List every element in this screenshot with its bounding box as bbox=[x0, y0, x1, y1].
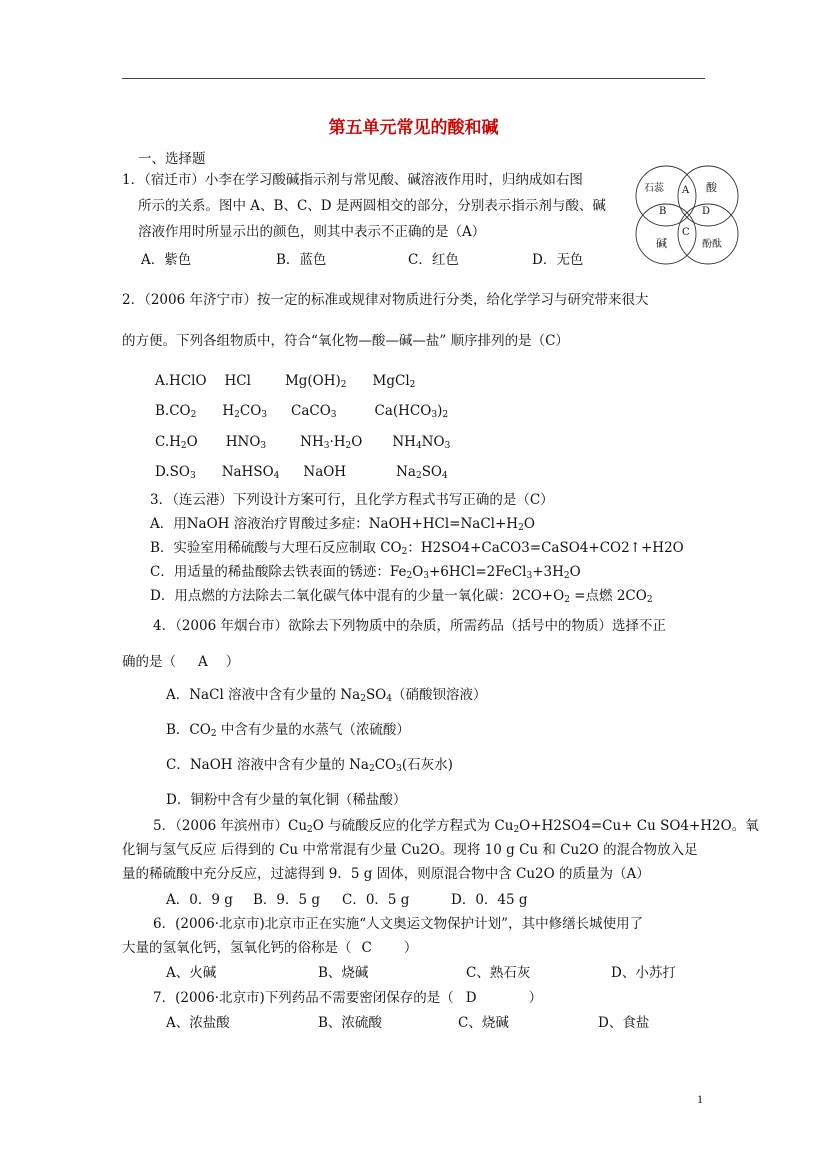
q3-stem: 3．（连云港）下列设计方案可行，且化学方程式书写正确的是（C） bbox=[150, 492, 554, 508]
q5-option-b: B．9．5 g bbox=[253, 892, 321, 908]
q1-option-b: B．蓝色 bbox=[276, 252, 327, 268]
q4-answer: A bbox=[198, 654, 208, 670]
q3-option-c: C．用适量的稀盐酸除去铁表面的锈迹：$Fe_2O_3+6HCl=2FeCl_3+3H_2O$ bbox=[150, 564, 581, 581]
q4-option-d: D．铜粉中含有少量的氧化铜（稀盐酸） bbox=[166, 792, 407, 808]
venn-diagram bbox=[632, 160, 742, 270]
q5-option-d: D．0．45 g bbox=[451, 892, 528, 908]
q4-option-c: C．NaOH 溶液中含有少量的 $Na_2CO_3$(石灰水) bbox=[166, 757, 453, 774]
q2-line2: 的方便。下列各组物质中，符合“氧化物—酸—碱—盐” 顺序排列的是（C） bbox=[122, 333, 569, 349]
q7-stem: 7．(2006·北京市)下列药品不需要密闭保存的是（ D ） bbox=[153, 990, 543, 1006]
q7-option-c: C、烧碱 bbox=[458, 1015, 509, 1031]
q2-option-c: $C.H_2O$ $HNO_3$ $NH_3\cdot H_2O$ $NH_4NO_3$ bbox=[155, 434, 451, 451]
q6-line1: 6．(2006·北京市)北京市正在实施“人文奥运文物保护计划”，其中修缮长城使用了 bbox=[153, 916, 644, 932]
venn-region-c: C bbox=[682, 227, 690, 238]
q6-option-b: B、烧碱 bbox=[318, 965, 369, 981]
circle-acid bbox=[678, 166, 738, 226]
q1-option-c: C．红色 bbox=[408, 252, 459, 268]
q2-option-a: A.HClO HCl $Mg(OH)_2$ MgCl$_2$ bbox=[155, 373, 416, 390]
venn-label-acid: 酸 bbox=[706, 181, 717, 194]
q4-line1: 4．（2006 年烟台市）欲除去下列物质中的杂质，所需药品（括号中的物质）选择不正 bbox=[153, 618, 666, 634]
q2-option-b: $B.CO_2$ $H_2CO_3$ CaCO$_3$ $Ca(HCO_3)_2$ bbox=[155, 403, 449, 420]
page-number: 1 bbox=[697, 1092, 703, 1106]
q5-option-c: C．0．5 g bbox=[342, 892, 410, 908]
venn-label-phenolphthalein: 酚酞 bbox=[702, 239, 722, 250]
q5-line2: 化铜与氢气反应 后得到的 Cu 中常常混有少量 Cu2O。现将 10 g Cu 和 Cu2O 的混合物放入足 bbox=[122, 842, 698, 858]
q7-option-a: A、浓盐酸 bbox=[166, 1015, 230, 1031]
q1-line2: 所示的关系。图中 A、B、C、D 是两圆相交的部分，分别表示指示剂与酸、碱 bbox=[138, 198, 606, 214]
q2-line1: 2．（2006 年济宁市）按一定的标准或规律对物质进行分类，给化学学习与研究带来很大 bbox=[122, 292, 649, 308]
q1-line3: 溶液作用时所显示出的颜色，则其中表示不正确的是（A） bbox=[138, 224, 486, 240]
q6-option-d: D、小苏打 bbox=[611, 965, 676, 981]
q7-answer: D bbox=[465, 990, 477, 1006]
q7-option-b: B、浓硫酸 bbox=[318, 1015, 382, 1031]
page-title: 第五单元常见的酸和碱 bbox=[328, 118, 499, 138]
q5-option-a: A．0．9 g bbox=[166, 892, 233, 908]
q1-option-a: A．紫色 bbox=[141, 252, 192, 268]
venn-region-a: A bbox=[682, 185, 690, 196]
venn-region-b: B bbox=[659, 206, 667, 217]
header-rule bbox=[122, 78, 705, 79]
venn-label-litmus: 石蕊 bbox=[644, 183, 664, 194]
q6-answer: C bbox=[361, 940, 372, 956]
venn-label-base: 碱 bbox=[656, 237, 667, 250]
q1-option-d: D．无色 bbox=[532, 252, 584, 268]
q6-line2: 大量的氢氧化钙，氢氧化钙的俗称是（ C ） bbox=[122, 940, 418, 956]
q7-option-d: D、食盐 bbox=[598, 1015, 650, 1031]
q6-option-c: C、熟石灰 bbox=[466, 965, 531, 981]
q4-line2: 确的是（ A ） bbox=[122, 654, 240, 670]
q2-option-d: $D.SO_3$ NaHSO$_4$ NaOH $Na_2SO_4$ bbox=[155, 464, 448, 481]
q3-option-a: A．用NaOH 溶液治疗胃酸过多症：$NaOH+HCl=NaCl+H_2O$ bbox=[150, 516, 535, 533]
q5-line1: 5．（2006 年滨州市）$Cu_2O$ 与硫酸反应的化学方程式为 $Cu_2O+H2SO4=Cu+ Cu$ SO4+H2O。氧 bbox=[153, 818, 759, 835]
section-heading: 一、选择题 bbox=[138, 151, 206, 167]
q6-option-a: A、火碱 bbox=[166, 965, 217, 981]
q4-option-a: A．NaCl 溶液中含有少量的 $Na_2SO_4$（硝酸钡溶液） bbox=[166, 687, 487, 704]
q4-option-b: B．$CO_2$ 中含有少量的水蒸气（浓硫酸） bbox=[166, 722, 410, 739]
q5-line3: 量的稀硫酸中充分反应，过滤得到 9．5 g 固体，则原混合物中含 Cu2O 的质量为（A） bbox=[122, 866, 650, 882]
q1-line1: 1．（宿迁市）小李在学习酸碱指示剂与常见酸、碱溶液作用时，归纳成如右图 bbox=[122, 172, 583, 188]
q3-option-b: B．实验室用稀硫酸与大理石反应制取 $CO_2$：H2SO4+CaCO3=CaSO4+CO2↑+H2O bbox=[150, 540, 684, 557]
q3-option-d: D．用点燃的方法除去二氧化碳气体中混有的少量一氧化碳：$2CO+O_2$ =点燃 $2CO_2$ bbox=[150, 588, 653, 605]
venn-region-d: D bbox=[702, 206, 711, 217]
